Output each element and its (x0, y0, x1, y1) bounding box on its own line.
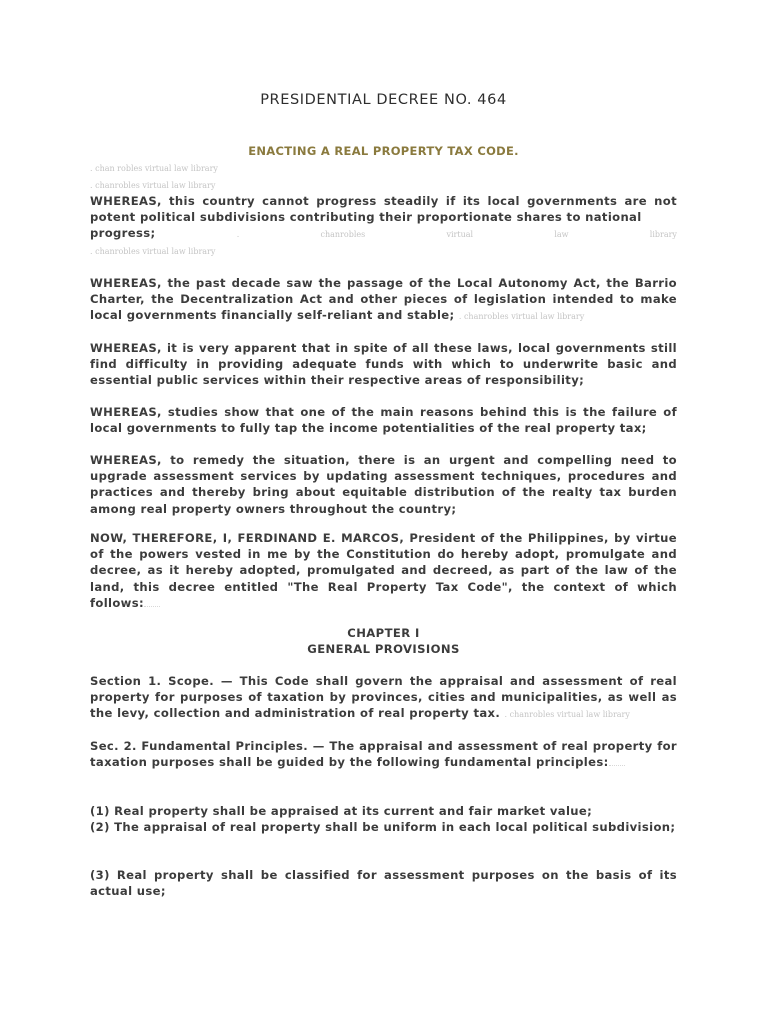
divider (144, 605, 160, 607)
chapter-name: GENERAL PROVISIONS (307, 642, 460, 656)
watermark: . (236, 230, 240, 240)
chapter-heading (90, 625, 677, 657)
watermark: chanrobles (320, 230, 366, 240)
section-1: Section 1. Scope. — This Code shall govern the appraisal and assessment of real property for purposes of taxation by provinces, cities and municipalities, as well as the levy, collection and administration of real property tax. . chanrobles virtual law library (90, 674, 677, 721)
chapter-number: CHAPTER I (347, 626, 420, 640)
section-2: Sec. 2. Fundamental Principles. — The appraisal and assessment of real property for taxation purposes shall be guided by the following fundamental principles: (90, 739, 677, 770)
watermark: law (554, 230, 569, 240)
principle-3: (3) Real property shall be classified for assessment purposes on the basis of its actual use; (90, 868, 677, 899)
watermark: . chan robles virtual law library (90, 164, 218, 173)
watermark: virtual (446, 230, 474, 240)
document-title: PRESIDENTIAL DECREE NO. 464 (260, 92, 507, 108)
whereas-clause-1-end: progress; (90, 226, 156, 241)
whereas-clause-1-text: WHEREAS, this country cannot progress steadily if its local governments are not potent political subdivisions contributing their proportionate shares to national (90, 194, 677, 225)
whereas-clause-4: WHEREAS, studies show that one of the main reasons behind this is the failure of local governments to fully tap the income potentialities of the real property tax; (90, 405, 677, 436)
whereas-clause-1-last-line (90, 225, 677, 243)
watermark: . chanrobles virtual law library (90, 247, 216, 256)
enacting-clause: NOW, THEREFORE, I, FERDINAND E. MARCOS, President of the Philippines, by virtue of the powers vested in me by the Constitution do hereby adopt, promulgate and decree, as it hereby adopted, promulgated and decreed, as part of the law of the land, this decree entitled "The Real Property Tax Code", the context of which follows: (90, 531, 677, 610)
watermark: library (649, 230, 677, 240)
principle-2: (2) The appraisal of real property shall be uniform in each local political subdivision; (90, 820, 676, 834)
watermark: . chanrobles virtual law library (504, 710, 630, 720)
document-subtitle: ENACTING A REAL PROPERTY TAX CODE. (248, 144, 519, 158)
whereas-clause-5: WHEREAS, to remedy the situation, there is an urgent and compelling need to upgrade assessment services by updating assessment techniques, procedures and practices and thereby bring about equitable distribution of the realty tax burden among real property owners throughout the country; (90, 453, 677, 516)
watermark: . chanrobles virtual law library (90, 181, 216, 190)
whereas-clause-3: WHEREAS, it is very apparent that in spite of all these laws, local governments still find difficulty in providing adequate funds with which to underwrite basic and essential public services within their respective areas of responsibility; (90, 341, 677, 388)
whereas-clause-1 (90, 193, 677, 244)
whereas-clause-2: WHEREAS, the past decade saw the passage of the Local Autonomy Act, the Barrio Charter, the Decentralization Act and other pieces of legislation intended to make local governments financially self-reliant and stable; . chanrobles virtual law library (90, 276, 677, 323)
watermark: . chanrobles virtual law library (458, 312, 585, 322)
divider (609, 764, 625, 766)
principle-1: (1) Real property shall be appraised at its current and fair market value; (90, 804, 593, 818)
